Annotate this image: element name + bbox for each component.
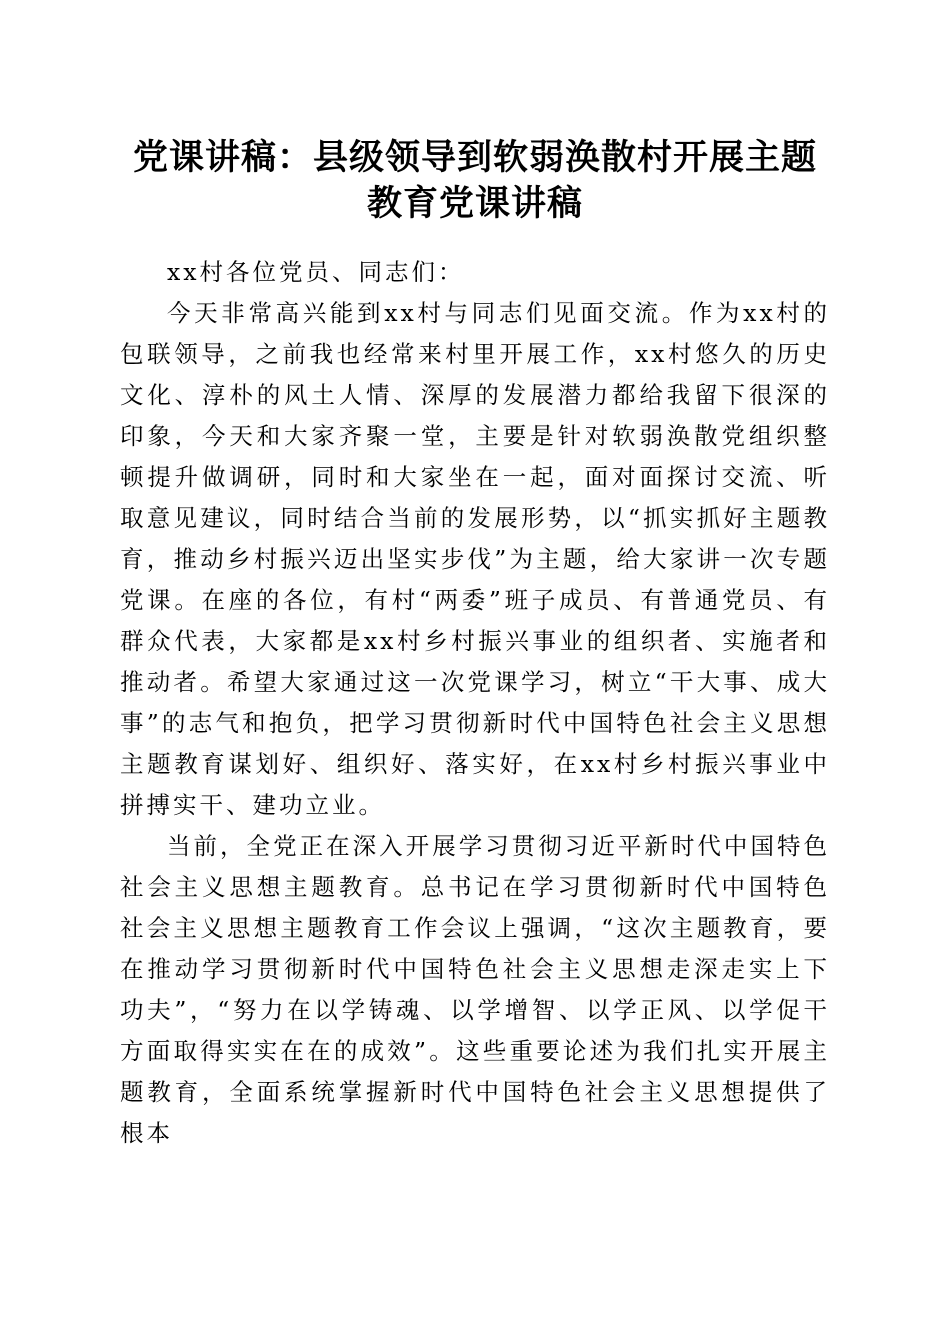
paragraph: 今天非常高兴能到xx村与同志们见面交流。作为xx村的包联领导，之前我也经常来村里开展工作，xx村悠久的历史文化、淳朴的风土人情、深厚的发展潜力都给我留下很深的印象，今天和大家齐聚一堂，主要是针对软弱涣散党组织整顿提升做调研，同时和大家坐在一起，面对面探讨交流、听取意见建议，同时结合当前的发展形势，以“抓实抓好主题教育，推动乡村振兴迈出坚实步伐”为主题，给大家讲一次专题党课。在座的各位，有村“两委”班子成员、有普通党员、有群众代表，大家都是xx村乡村振兴事业的组织者、实施者和推动者。希望大家通过这一次党课学习，树立“干大事、成大事”的志气和抱负，把学习贯彻新时代中国特色社会主义思想主题教育谋划好、组织好、落实好，在xx村乡村振兴事业中拼搏实干、建功立业。 xyxy=(120,299,830,819)
document-body xyxy=(120,252,830,1154)
document-title: 党课讲稿：县级领导到软弱涣散村开展主题教育党课讲稿 xyxy=(132,137,817,224)
salutation: xx村各位党员、同志们： xyxy=(167,258,465,286)
paragraph: 当前，全党正在深入开展学习贯彻习近平新时代中国特色社会主义思想主题教育。总书记在学习贯彻新时代中国特色社会主义思想主题教育工作会议上强调，“这次主题教育，要在推动学习贯彻新时代中国特色社会主义思想走深走实上下功夫”，“努力在以学铸魂、以学增智、以学正风、以学促干方面取得实实在在的成效”。这些重要论述为我们扎实开展主题教育，全面系统掌握新时代中国特色社会主义思想提供了根本 xyxy=(120,832,830,1147)
